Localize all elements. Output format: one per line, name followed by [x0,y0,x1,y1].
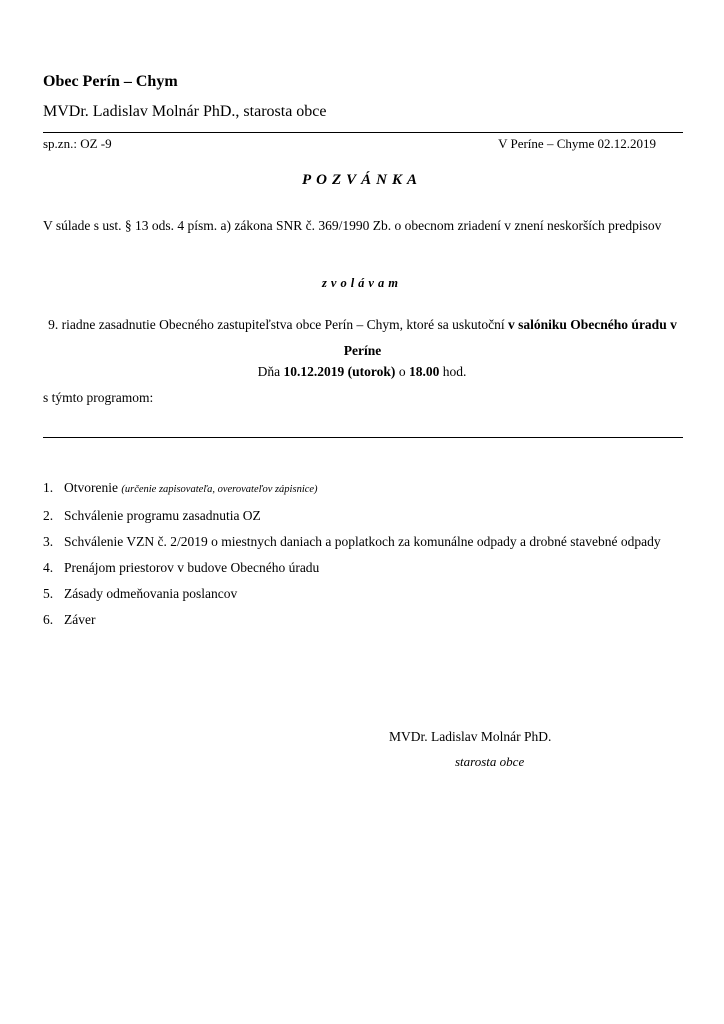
signature-name: MVDr. Ladislav Molnár PhD. [389,729,552,744]
agenda-item-text: Schválenie programu zasadnutia OZ [64,508,261,523]
agenda-item-number: 2. [43,508,54,523]
organization-name: Obec Perín – Chym [43,73,178,90]
time-suffix: hod. [439,364,467,379]
day-prefix: Dňa [257,364,284,379]
document-title: POZVÁNKA [301,172,422,188]
time-prefix: o [395,364,409,379]
agenda-item-number: 4. [43,560,54,575]
session-time: 18.00 [408,364,440,379]
session-datetime [0,364,724,380]
agenda-item-text: Schválenie VZN č. 2/2019 o miestnych daniach a poplatkoch za komunálne odpady a drobné stavebné odpady [64,534,661,549]
agenda-item-number: 5. [43,586,54,601]
agenda-item [43,608,683,632]
legal-basis-paragraph: V súlade s ust. § 13 ods. 4 písm. a) zákona SNR č. 369/1990 Zb. o obecnom zriadení v znení neskorších predpisov [43,218,662,233]
agenda-item-number: 6. [43,612,54,627]
agenda-item-text: Zásady odmeňovania poslancov [64,586,238,601]
header-divider [43,132,683,133]
agenda-item-text: Záver [64,612,96,627]
agenda-item [43,582,683,606]
agenda-item-number: 3. [43,534,54,549]
place-and-date: V Períne – Chyme 02.12.2019 [498,136,656,151]
program-divider [43,437,683,438]
session-text: 9. riadne zasadnutie Obecného zastupiteľstva obce Perín – Chym, ktoré sa uskutoční [48,317,509,332]
agenda-item [43,530,683,554]
agenda-item [43,504,683,528]
program-intro: s týmto programom: [43,390,154,405]
mayor-header-line: MVDr. Ladislav Molnár PhD., starosta obce [43,103,327,120]
agenda-item-number: 1. [43,480,54,495]
agenda-item [43,556,683,580]
session-paragraph [40,312,685,364]
agenda-item-text: Otvorenie [64,480,122,495]
session-location: v salóniku Obecného úradu v Períne [343,317,677,358]
reference-number: sp.zn.: OZ -9 [43,136,112,151]
agenda-item-text: Prenájom priestorov v budove Obecného úradu [64,560,320,575]
agenda-item-note: (určenie zapisovateľa, overovateľov zápisnice) [121,484,318,495]
agenda-list [43,476,683,634]
signature-role: starosta obce [455,754,525,769]
convene-heading: zvolávam [322,276,402,290]
agenda-item [43,476,683,502]
session-date: 10.12.2019 (utorok) [283,364,396,379]
